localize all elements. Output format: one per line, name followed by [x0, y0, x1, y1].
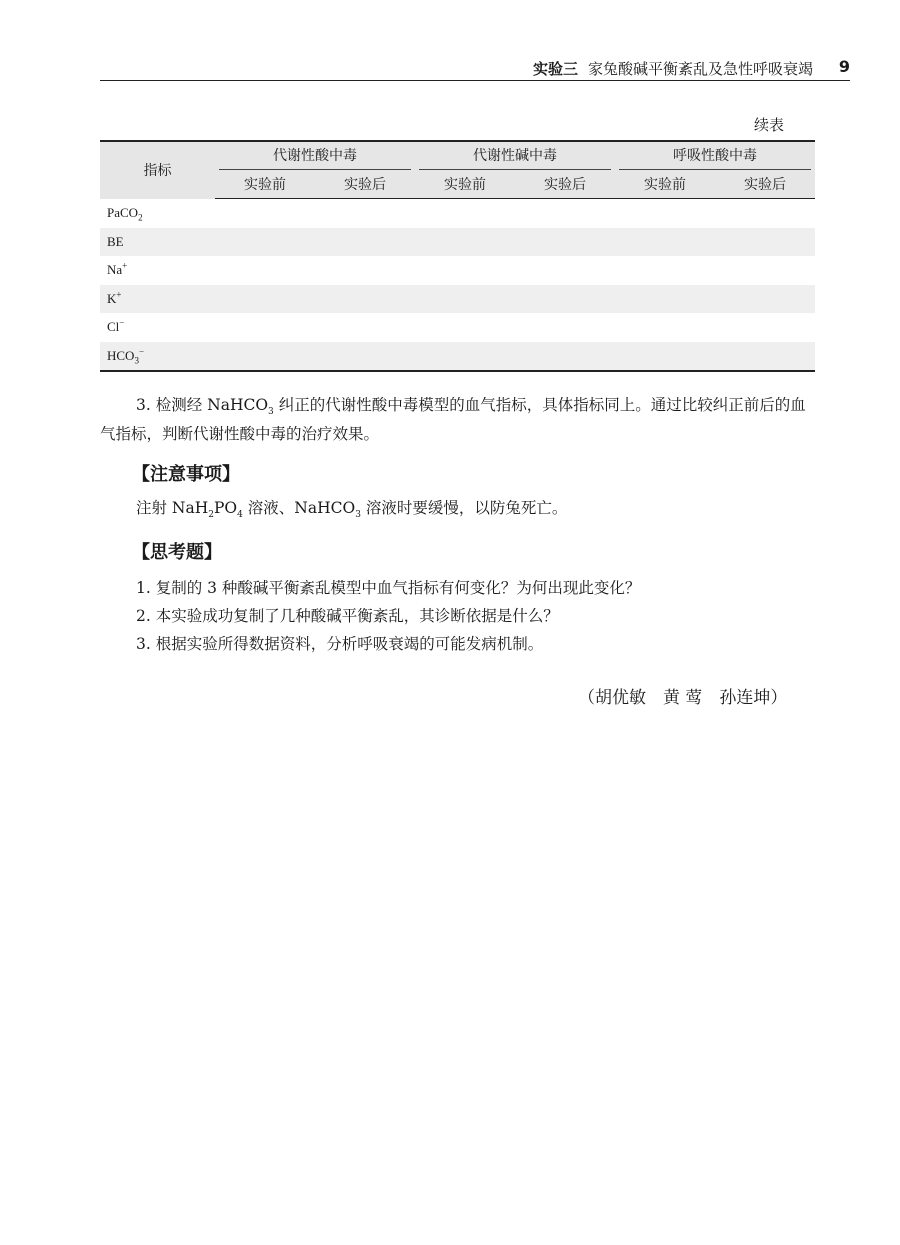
question-item: 1. 复制的 3 种酸碱平衡紊乱模型中血气指标有何变化？为何出现此变化？	[136, 579, 641, 597]
table-cell	[415, 342, 515, 372]
running-header	[100, 56, 850, 81]
table-cell	[415, 313, 515, 342]
table-cell	[715, 285, 815, 314]
group-header: 代谢性碱中毒	[415, 141, 615, 170]
subheader-after: 实验后	[515, 170, 615, 199]
question-item: 2. 本实验成功复制了几种酸碱平衡紊乱，其诊断依据是什么？	[136, 607, 559, 625]
questions-heading: 【思考题】	[132, 542, 222, 563]
table-cell	[215, 228, 315, 257]
table-cell	[315, 256, 415, 285]
table-cell	[415, 228, 515, 257]
table-cell	[715, 256, 815, 285]
notes-heading: 【注意事项】	[132, 464, 240, 485]
table-cell	[415, 199, 515, 228]
table-cell	[215, 342, 315, 372]
continued-table-label: 续表	[754, 116, 785, 134]
table-cell	[215, 285, 315, 314]
row-label: PaCO$_2$	[107, 205, 143, 223]
table-cell	[215, 199, 315, 228]
table-cell	[615, 313, 715, 342]
table-cell	[415, 256, 515, 285]
header-chapter: 实验三	[532, 60, 578, 78]
table-cell	[515, 285, 615, 314]
table-row	[100, 256, 815, 285]
subheader-after: 实验后	[715, 170, 815, 199]
row-label: BE	[100, 228, 215, 257]
table-cell	[615, 256, 715, 285]
table-cell	[415, 285, 515, 314]
table-cell	[215, 313, 315, 342]
table-row	[100, 285, 815, 314]
table-cell	[715, 228, 815, 257]
header-title: 家兔酸碱平衡紊乱及急性呼吸衰竭	[587, 60, 813, 78]
page-number: 9	[838, 57, 850, 76]
table-cell	[315, 313, 415, 342]
authors: （胡优敏 黄 莺 孙连坤）	[578, 688, 788, 708]
table-cell	[315, 228, 415, 257]
table-cell	[515, 342, 615, 372]
questions-list	[136, 576, 640, 660]
row-label: $HCO_3^-$	[100, 342, 215, 372]
table-cell	[315, 285, 415, 314]
table-cell	[515, 228, 615, 257]
table-cell	[515, 256, 615, 285]
subheader-before: 实验前	[615, 170, 715, 199]
table-row	[100, 199, 815, 228]
table-cell	[715, 342, 815, 372]
table-cell	[615, 228, 715, 257]
table-row	[100, 342, 815, 372]
table-cell	[615, 199, 715, 228]
table-cell	[615, 342, 715, 372]
header-chapter-title	[533, 58, 813, 79]
index-header: 指标	[100, 141, 215, 199]
blood-gas-table	[100, 140, 815, 372]
subheader-after: 实验后	[315, 170, 415, 199]
group-header: 代谢性酸中毒	[215, 141, 415, 170]
table-row	[100, 228, 815, 257]
question-item: 3. 根据实验所得数据资料，分析呼吸衰竭的可能发病机制。	[136, 635, 544, 653]
table-cell	[315, 199, 415, 228]
table-cell	[315, 342, 415, 372]
notes-text: 注射 $NaH_2PO_4$ 溶液、NaHCO$_3$ 溶液时要缓慢，以防兔死亡。	[136, 499, 568, 521]
table-cell	[715, 199, 815, 228]
table-row	[100, 313, 815, 342]
table-cell	[615, 285, 715, 314]
table-cell	[515, 199, 615, 228]
table-cell	[515, 313, 615, 342]
subheader-before: 实验前	[415, 170, 515, 199]
table-cell	[215, 256, 315, 285]
step-3-paragraph: 3. 检测经 NaHCO$_3$ 纠正的代谢性酸中毒模型的血气指标，具体指标同上。通过比较纠正前后的血气指标，判断代谢性酸中毒的治疗效果。	[100, 396, 806, 443]
table-cell	[715, 313, 815, 342]
group-header: 呼吸性酸中毒	[615, 141, 815, 170]
row-label: K+	[100, 285, 215, 314]
row-label: Cl−	[107, 317, 125, 335]
row-label: Na+	[107, 260, 128, 278]
subheader-before: 实验前	[215, 170, 315, 199]
